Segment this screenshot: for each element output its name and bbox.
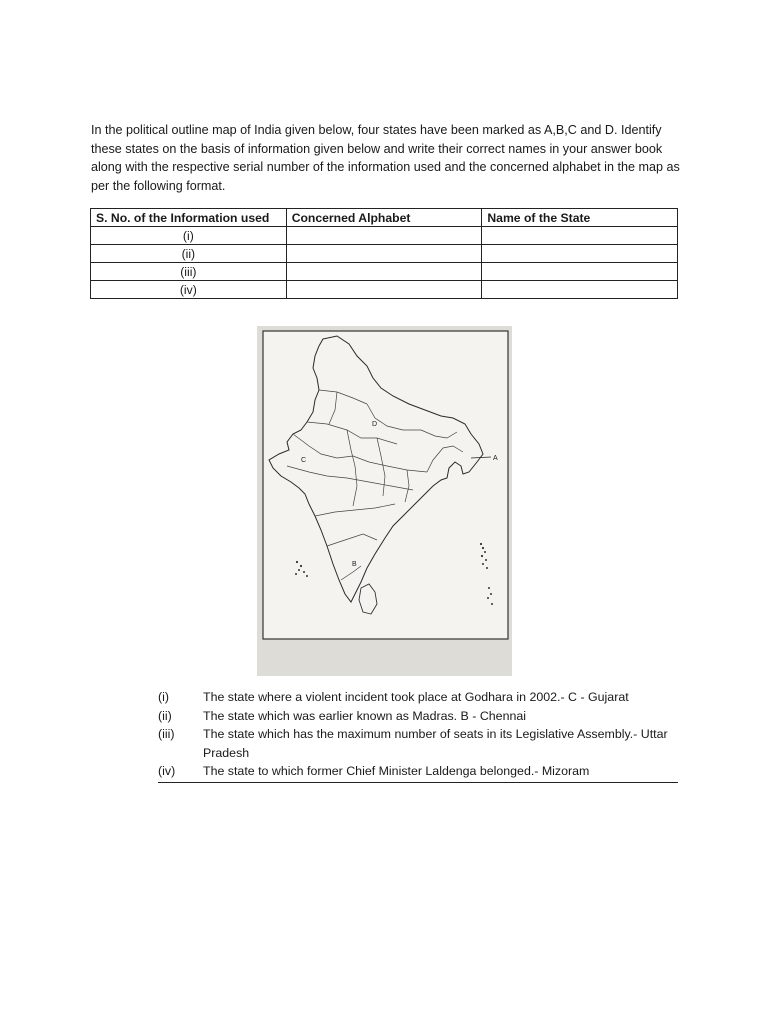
info-number: (ii) xyxy=(158,708,172,723)
state-cell xyxy=(482,245,678,263)
table-row xyxy=(91,227,678,245)
state-cell xyxy=(482,227,678,245)
alphabet-cell xyxy=(286,245,482,263)
map-label-d: D xyxy=(372,421,378,428)
map-label-a: A xyxy=(493,455,498,462)
information-list xyxy=(158,688,678,783)
state-cell xyxy=(482,263,678,281)
info-text: The state which was earlier known as Madras. B - Chennai xyxy=(203,708,526,723)
info-number: (i) xyxy=(158,690,170,704)
table-row xyxy=(91,245,678,263)
info-text: The state which has the maximum number of seats in its Legislative Assembly.- Uttar Pradesh xyxy=(203,727,668,760)
map-label-c: C xyxy=(301,457,307,464)
answer-format-table xyxy=(90,208,678,299)
india-map-drawing xyxy=(257,326,512,676)
info-text: The state to which former Chief Minister Laldenga belonged.- Mizoram xyxy=(203,764,590,779)
table-row xyxy=(91,281,678,299)
state-cell xyxy=(482,281,678,299)
map-label-b: B xyxy=(352,561,357,568)
header-state-name: Name of the State xyxy=(482,209,678,227)
info-text: The state where a violent incident took place at Godhara in 2002.- C - Gujarat xyxy=(203,690,629,704)
serial-cell: (iv) xyxy=(91,281,287,299)
alphabet-cell xyxy=(286,281,482,299)
alphabet-cell xyxy=(286,227,482,245)
table-row xyxy=(91,263,678,281)
list-item xyxy=(158,762,678,781)
india-outline-map-photo xyxy=(257,326,512,676)
serial-cell: (iii) xyxy=(91,263,287,281)
info-number: (iii) xyxy=(158,727,175,742)
list-item xyxy=(158,688,678,707)
serial-cell: (i) xyxy=(91,227,287,245)
list-item xyxy=(158,725,678,762)
header-concerned-alphabet: Concerned Alphabet xyxy=(286,209,482,227)
header-serial-number: S. No. of the Information used xyxy=(91,209,287,227)
serial-cell: (ii) xyxy=(91,245,287,263)
alphabet-cell xyxy=(286,263,482,281)
table-header-row xyxy=(91,209,678,227)
info-number: (iv) xyxy=(158,764,176,779)
list-item xyxy=(158,707,678,726)
question-intro: In the political outline map of India given below, four states have been marked as A,B,C and D. Identify these states on the basis of information given below and write their correct names in your answer book along with the respective serial number of the information used and the concerned alphabet in the map as per the following format. xyxy=(91,123,680,193)
